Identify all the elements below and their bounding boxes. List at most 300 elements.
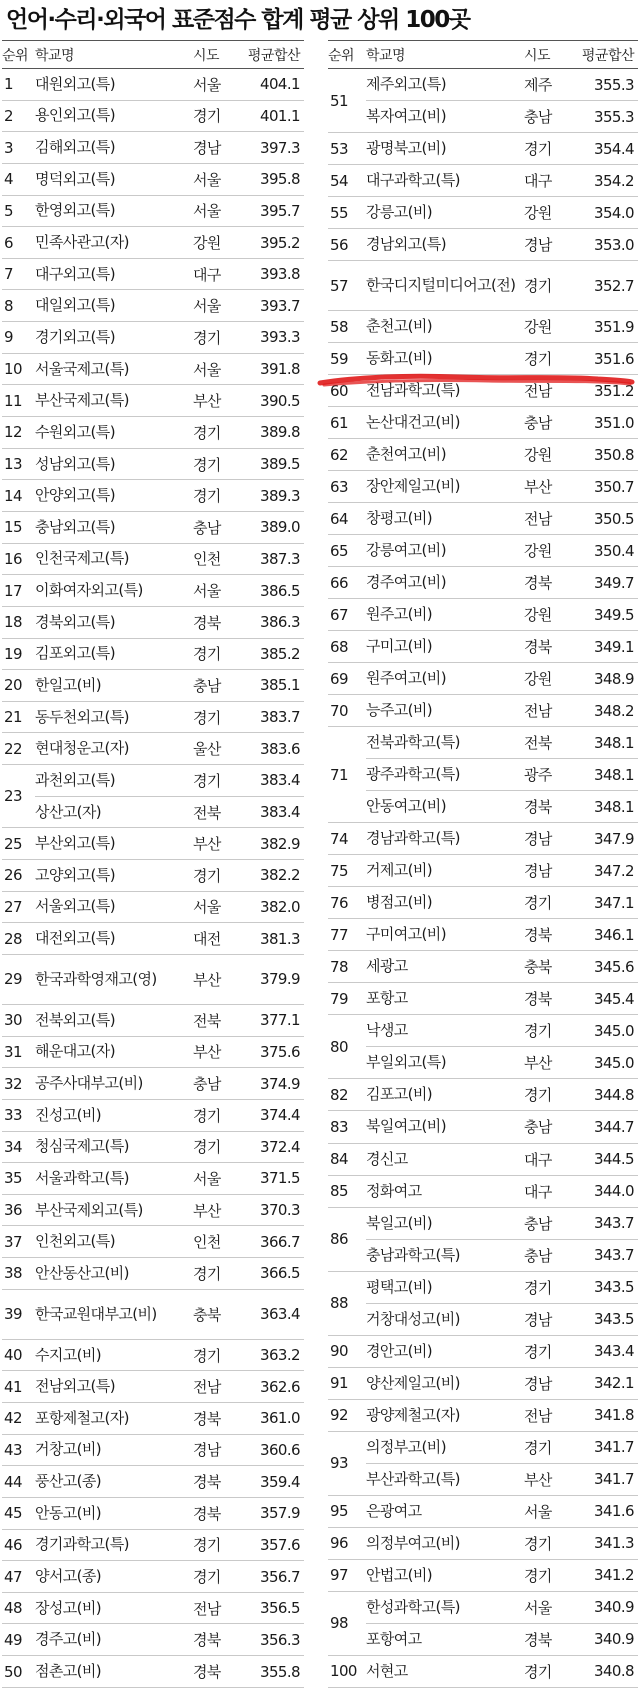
region-cell: 경기 [193, 1529, 241, 1561]
region-cell: 경남 [524, 855, 574, 887]
rank-cell: 31 [2, 1036, 35, 1068]
region-cell: 충남 [193, 511, 241, 543]
score-cell: 348.9 [574, 663, 638, 695]
school-cell: 양서고(종) [35, 1561, 193, 1593]
region-cell: 경기 [524, 1335, 574, 1367]
region-cell: 서울 [524, 1495, 574, 1527]
table-row [2, 1592, 304, 1624]
table-row [328, 69, 638, 101]
rank-cell: 13 [2, 448, 35, 480]
school-cell: 경남과학고(특) [366, 823, 524, 855]
region-cell: 경기 [524, 1015, 574, 1047]
table-row [2, 1131, 304, 1163]
school-cell: 능주고(비) [366, 695, 524, 727]
school-cell: 창평고(비) [366, 503, 524, 535]
table-row [328, 1559, 638, 1591]
table-row [2, 385, 304, 417]
header-score: 평균합산 [574, 41, 638, 69]
rank-cell: 58 [328, 311, 366, 343]
region-cell: 경남 [524, 1303, 574, 1335]
rank-cell: 6 [2, 227, 35, 259]
region-cell: 경기 [524, 1655, 574, 1687]
score-cell: 348.1 [574, 759, 638, 791]
region-cell: 서울 [193, 290, 241, 322]
school-cell: 은광여고 [366, 1495, 524, 1527]
score-cell: 382.9 [241, 828, 304, 860]
score-cell: 343.5 [574, 1303, 638, 1335]
table-row [2, 1099, 304, 1131]
school-cell: 청심국제고(특) [35, 1131, 193, 1163]
school-cell: 부산과학고(특) [366, 1463, 524, 1495]
table-row [2, 765, 304, 797]
school-cell: 안법고(비) [366, 1559, 524, 1591]
rank-cell: 54 [328, 165, 366, 197]
region-cell: 경기 [193, 417, 241, 449]
school-cell: 경주여고(비) [366, 567, 524, 599]
school-cell: 한성과학고(특) [366, 1591, 524, 1623]
table-row [2, 1497, 304, 1529]
school-cell: 안동고(비) [35, 1497, 193, 1529]
score-cell: 366.5 [241, 1258, 304, 1290]
table-row [328, 759, 638, 791]
rank-cell: 75 [328, 855, 366, 887]
score-cell: 371.5 [241, 1163, 304, 1195]
region-cell: 인천 [193, 1226, 241, 1258]
region-cell: 충남 [193, 1068, 241, 1100]
score-cell: 386.3 [241, 606, 304, 638]
score-cell: 356.3 [241, 1624, 304, 1656]
region-cell: 경기 [524, 887, 574, 919]
school-cell: 서울과학고(특) [35, 1163, 193, 1195]
school-cell: 부산국제외고(특) [35, 1194, 193, 1226]
table-row [2, 954, 304, 1004]
rank-cell: 35 [2, 1163, 35, 1195]
school-cell: 동화고(비) [366, 343, 524, 375]
rank-cell: 49 [2, 1624, 35, 1656]
score-cell: 379.9 [241, 954, 304, 1004]
table-row [328, 1431, 638, 1463]
region-cell: 경기 [524, 1271, 574, 1303]
school-cell: 서울외고(특) [35, 891, 193, 923]
table-row [2, 448, 304, 480]
region-cell: 경북 [193, 1402, 241, 1434]
school-cell: 대구과학고(특) [366, 165, 524, 197]
score-cell: 382.0 [241, 891, 304, 923]
school-cell: 김포고(비) [366, 1079, 524, 1111]
table-row [328, 343, 638, 375]
school-cell: 양산제일고(비) [366, 1367, 524, 1399]
school-cell: 병점고(비) [366, 887, 524, 919]
table-row [2, 796, 304, 828]
school-cell: 전북외고(특) [35, 1004, 193, 1036]
score-cell: 355.3 [574, 69, 638, 101]
header-school: 학교명 [366, 41, 524, 69]
school-cell: 용인외고(특) [35, 100, 193, 132]
region-cell: 서울 [193, 575, 241, 607]
school-cell: 안산동산고(비) [35, 1258, 193, 1290]
rank-cell: 84 [328, 1143, 366, 1175]
rank-cell: 41 [2, 1371, 35, 1403]
table-row [328, 663, 638, 695]
school-cell: 전남외고(특) [35, 1371, 193, 1403]
table-row [328, 983, 638, 1015]
table-row [2, 511, 304, 543]
school-cell: 풍산고(종) [35, 1466, 193, 1498]
school-cell: 광명북고(비) [366, 133, 524, 165]
score-cell: 341.8 [574, 1399, 638, 1431]
table-header-row [2, 41, 304, 69]
school-cell: 거창고(비) [35, 1434, 193, 1466]
score-cell: 377.1 [241, 1004, 304, 1036]
region-cell: 서울 [193, 69, 241, 101]
score-cell: 345.4 [574, 983, 638, 1015]
region-cell: 부산 [524, 471, 574, 503]
school-cell: 성남외고(특) [35, 448, 193, 480]
rank-cell: 20 [2, 670, 35, 702]
region-cell: 경기 [524, 343, 574, 375]
region-cell: 경기 [193, 765, 241, 797]
table-row [2, 132, 304, 164]
region-cell: 서울 [524, 1591, 574, 1623]
school-cell: 전북과학고(특) [366, 727, 524, 759]
region-cell: 경기 [193, 448, 241, 480]
school-cell: 명덕외고(특) [35, 163, 193, 195]
rank-cell: 56 [328, 229, 366, 261]
rank-cell: 76 [328, 887, 366, 919]
region-cell: 서울 [193, 1163, 241, 1195]
region-cell: 경북 [193, 1624, 241, 1656]
school-cell: 대일외고(특) [35, 290, 193, 322]
rank-cell: 28 [2, 923, 35, 955]
table-row [328, 1367, 638, 1399]
score-cell: 401.1 [241, 100, 304, 132]
region-cell: 부산 [193, 385, 241, 417]
school-cell: 수지고(비) [35, 1339, 193, 1371]
rank-cell: 4 [2, 163, 35, 195]
table-row [328, 471, 638, 503]
rank-cell: 22 [2, 733, 35, 765]
score-cell: 386.5 [241, 575, 304, 607]
school-cell: 거창대성고(비) [366, 1303, 524, 1335]
table-row [328, 1175, 638, 1207]
region-cell: 대구 [524, 165, 574, 197]
score-cell: 351.9 [574, 311, 638, 343]
school-cell: 광주과학고(특) [366, 759, 524, 791]
school-cell: 충남과학고(특) [366, 1239, 524, 1271]
rank-cell: 50 [2, 1656, 35, 1688]
region-cell: 충남 [524, 407, 574, 439]
school-cell: 강릉여고(비) [366, 535, 524, 567]
table-row [328, 503, 638, 535]
score-cell: 343.5 [574, 1271, 638, 1303]
region-cell: 경기 [193, 860, 241, 892]
rank-cell: 47 [2, 1561, 35, 1593]
score-cell: 385.2 [241, 638, 304, 670]
region-cell: 부산 [193, 828, 241, 860]
score-cell: 351.6 [574, 343, 638, 375]
red-highlight-stroke [318, 371, 634, 391]
school-cell: 원주고(비) [366, 599, 524, 631]
table-row [328, 823, 638, 855]
table-row [328, 1143, 638, 1175]
table-row [328, 599, 638, 631]
region-cell: 강원 [524, 197, 574, 229]
table-row [328, 1079, 638, 1111]
score-cell: 350.5 [574, 503, 638, 535]
table-row [2, 923, 304, 955]
school-cell: 정화여고 [366, 1175, 524, 1207]
region-cell: 제주 [524, 69, 574, 101]
school-cell: 장안제일고(비) [366, 471, 524, 503]
score-cell: 346.1 [574, 919, 638, 951]
school-cell: 경기외고(특) [35, 322, 193, 354]
rank-cell: 18 [2, 606, 35, 638]
score-cell: 383.7 [241, 701, 304, 733]
header-rank: 순위 [2, 41, 35, 69]
rank-cell: 38 [2, 1258, 35, 1290]
table-row [2, 543, 304, 575]
score-cell: 393.8 [241, 258, 304, 290]
score-cell: 343.4 [574, 1335, 638, 1367]
score-cell: 357.6 [241, 1529, 304, 1561]
region-cell: 서울 [193, 891, 241, 923]
table-row [2, 828, 304, 860]
region-cell: 충북 [524, 951, 574, 983]
rank-cell: 57 [328, 261, 366, 311]
table-row [328, 1623, 638, 1655]
rank-cell: 88 [328, 1271, 366, 1335]
table-row [2, 860, 304, 892]
region-cell: 강원 [524, 439, 574, 471]
region-cell: 경기 [524, 1431, 574, 1463]
table-row [2, 290, 304, 322]
rank-cell: 64 [328, 503, 366, 535]
region-cell: 경기 [193, 480, 241, 512]
region-cell: 전북 [193, 1004, 241, 1036]
school-cell: 이화여자외고(특) [35, 575, 193, 607]
rank-cell: 60 [328, 375, 366, 407]
rank-cell: 42 [2, 1402, 35, 1434]
region-cell: 울산 [193, 733, 241, 765]
region-cell: 부산 [193, 954, 241, 1004]
rank-cell: 19 [2, 638, 35, 670]
table-row [2, 1561, 304, 1593]
rank-cell: 15 [2, 511, 35, 543]
score-cell: 353.0 [574, 229, 638, 261]
rank-cell: 59 [328, 343, 366, 375]
score-cell: 344.7 [574, 1111, 638, 1143]
table-row [328, 1207, 638, 1239]
score-cell: 363.2 [241, 1339, 304, 1371]
score-cell: 351.0 [574, 407, 638, 439]
table-row [328, 1047, 638, 1079]
rank-cell: 80 [328, 1015, 366, 1079]
table-row [328, 727, 638, 759]
school-cell: 진성고(비) [35, 1099, 193, 1131]
table-row [328, 439, 638, 471]
rank-cell: 91 [328, 1367, 366, 1399]
school-cell: 현대청운고(자) [35, 733, 193, 765]
score-cell: 340.8 [574, 1655, 638, 1687]
score-cell: 397.3 [241, 132, 304, 164]
school-cell: 춘천고(비) [366, 311, 524, 343]
school-cell: 구미여고(비) [366, 919, 524, 951]
table-row [328, 919, 638, 951]
score-cell: 355.8 [241, 1656, 304, 1688]
school-cell: 해운대고(자) [35, 1036, 193, 1068]
table-row [328, 1527, 638, 1559]
score-cell: 344.8 [574, 1079, 638, 1111]
table-row [328, 1335, 638, 1367]
rank-cell: 9 [2, 322, 35, 354]
rank-cell: 25 [2, 828, 35, 860]
school-cell: 구미고(비) [366, 631, 524, 663]
school-cell: 김포외고(특) [35, 638, 193, 670]
table-row [2, 1434, 304, 1466]
school-cell: 장성고(비) [35, 1592, 193, 1624]
ranking-table-right [328, 40, 638, 1688]
region-cell: 경기 [524, 261, 574, 311]
school-cell: 서현고 [366, 1655, 524, 1687]
school-cell: 북일고(비) [366, 1207, 524, 1239]
school-cell: 대전외고(특) [35, 923, 193, 955]
region-cell: 경북 [524, 567, 574, 599]
rank-cell: 100 [328, 1655, 366, 1687]
score-cell: 348.1 [574, 727, 638, 759]
page-title: 언어·수리·외국어 표준점수 합계 평균 상위 100곳 [6, 7, 470, 33]
score-cell: 360.6 [241, 1434, 304, 1466]
table-row [328, 311, 638, 343]
school-cell: 경북외고(특) [35, 606, 193, 638]
school-cell: 대원외고(특) [35, 69, 193, 101]
score-cell: 356.5 [241, 1592, 304, 1624]
score-cell: 341.2 [574, 1559, 638, 1591]
rank-cell: 92 [328, 1399, 366, 1431]
region-cell: 경남 [524, 229, 574, 261]
table-body [328, 69, 638, 1688]
table-row [2, 891, 304, 923]
rank-cell: 2 [2, 100, 35, 132]
header-region: 시도 [524, 41, 574, 69]
school-cell: 한영외고(특) [35, 195, 193, 227]
rank-cell: 66 [328, 567, 366, 599]
region-cell: 경기 [524, 1079, 574, 1111]
school-cell: 세광고 [366, 951, 524, 983]
score-cell: 349.5 [574, 599, 638, 631]
table-row [2, 701, 304, 733]
region-cell: 경기 [193, 701, 241, 733]
school-cell: 강릉고(비) [366, 197, 524, 229]
table-row [328, 1015, 638, 1047]
rank-cell: 3 [2, 132, 35, 164]
table-row [328, 1271, 638, 1303]
rank-cell: 53 [328, 133, 366, 165]
score-cell: 347.1 [574, 887, 638, 919]
region-cell: 대구 [524, 1175, 574, 1207]
school-cell: 경남외고(특) [366, 229, 524, 261]
table-row [328, 1591, 638, 1623]
rank-cell: 98 [328, 1591, 366, 1655]
table-row [328, 261, 638, 311]
school-cell: 충남외고(특) [35, 511, 193, 543]
score-cell: 345.0 [574, 1047, 638, 1079]
school-cell: 김해외고(특) [35, 132, 193, 164]
rank-cell: 43 [2, 1434, 35, 1466]
region-cell: 충북 [193, 1289, 241, 1339]
score-cell: 381.3 [241, 923, 304, 955]
region-cell: 서울 [193, 195, 241, 227]
school-cell: 상산고(자) [35, 796, 193, 828]
score-cell: 345.0 [574, 1015, 638, 1047]
table-row [328, 101, 638, 133]
region-cell: 전남 [524, 1399, 574, 1431]
score-cell: 341.7 [574, 1431, 638, 1463]
rank-cell: 30 [2, 1004, 35, 1036]
table-row [2, 1068, 304, 1100]
score-cell: 348.2 [574, 695, 638, 727]
table-row [328, 887, 638, 919]
school-cell: 춘천여고(비) [366, 439, 524, 471]
school-cell: 부일외고(특) [366, 1047, 524, 1079]
rank-cell: 63 [328, 471, 366, 503]
score-cell: 349.1 [574, 631, 638, 663]
score-cell: 359.4 [241, 1466, 304, 1498]
school-cell: 포항여고 [366, 1623, 524, 1655]
school-cell: 전남과학고(특) [366, 375, 524, 407]
table-row [2, 1004, 304, 1036]
score-cell: 343.7 [574, 1239, 638, 1271]
rank-cell: 62 [328, 439, 366, 471]
rank-cell: 45 [2, 1497, 35, 1529]
region-cell: 경기 [524, 1559, 574, 1591]
score-cell: 383.6 [241, 733, 304, 765]
table-row [2, 1226, 304, 1258]
rank-cell: 96 [328, 1527, 366, 1559]
region-cell: 부산 [524, 1047, 574, 1079]
rank-cell: 70 [328, 695, 366, 727]
table-row [328, 165, 638, 197]
score-cell: 350.7 [574, 471, 638, 503]
table-row [2, 1656, 304, 1688]
region-cell: 경북 [193, 606, 241, 638]
score-cell: 354.4 [574, 133, 638, 165]
score-cell: 355.3 [574, 101, 638, 133]
rank-cell: 79 [328, 983, 366, 1015]
score-cell: 341.3 [574, 1527, 638, 1559]
school-cell: 경기과학고(특) [35, 1529, 193, 1561]
region-cell: 강원 [524, 311, 574, 343]
score-cell: 395.8 [241, 163, 304, 195]
school-cell: 공주사대부고(비) [35, 1068, 193, 1100]
score-cell: 393.3 [241, 322, 304, 354]
school-cell: 과천외고(특) [35, 765, 193, 797]
rank-cell: 77 [328, 919, 366, 951]
school-cell: 의정부여고(비) [366, 1527, 524, 1559]
school-cell: 고양외고(특) [35, 860, 193, 892]
table-row [2, 1163, 304, 1195]
region-cell: 전북 [193, 796, 241, 828]
region-cell: 전북 [524, 727, 574, 759]
table-row [328, 1399, 638, 1431]
score-cell: 389.5 [241, 448, 304, 480]
rank-cell: 82 [328, 1079, 366, 1111]
table-row [328, 695, 638, 727]
region-cell: 경북 [524, 983, 574, 1015]
school-cell: 대구외고(특) [35, 258, 193, 290]
score-cell: 345.6 [574, 951, 638, 983]
score-cell: 374.9 [241, 1068, 304, 1100]
region-cell: 충남 [524, 1207, 574, 1239]
